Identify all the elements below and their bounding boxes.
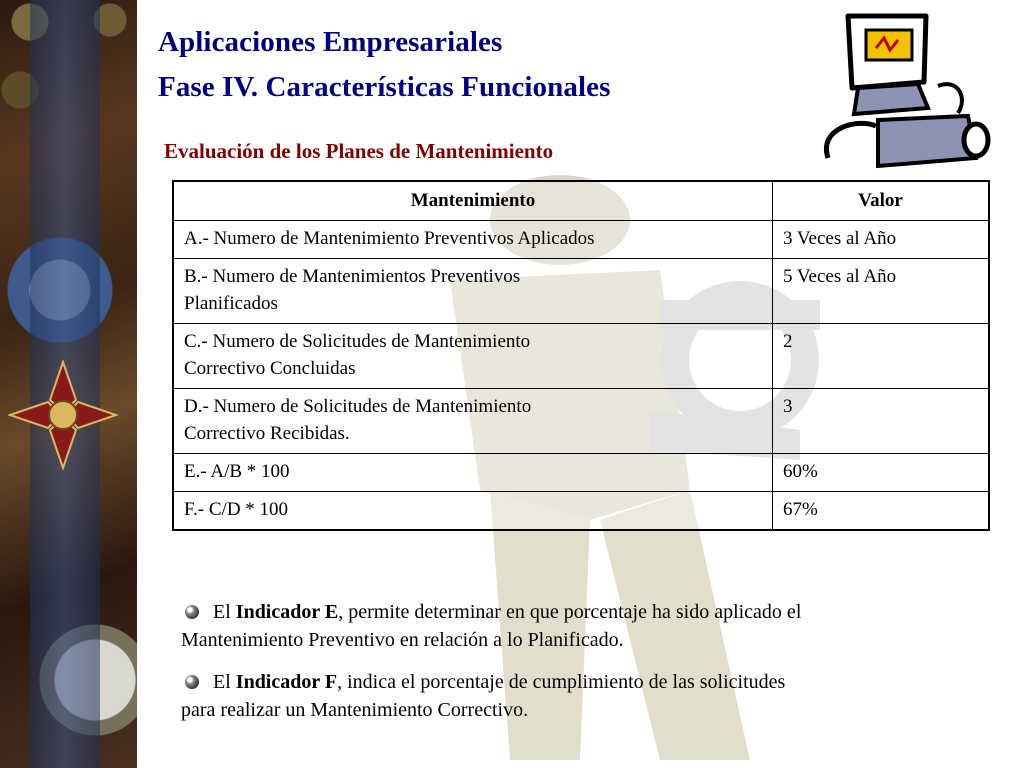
row-value: 3 Veces al Año <box>773 221 990 259</box>
list-item: El Indicador E, permite determinar en que porcentaje ha sido aplicado el Mantenimiento Preventivo en relación a lo Planificado. <box>181 601 802 651</box>
medals-collage-image <box>0 0 137 768</box>
page-title: Aplicaciones Empresariales <box>158 26 503 58</box>
row-value: 60% <box>773 454 990 492</box>
indicator-f-label: Indicador F <box>235 671 338 693</box>
table-row <box>173 221 989 259</box>
table-row <box>173 389 989 454</box>
row-label: D.- Numero de Solicitudes de Mantenimiento Correctivo Recibidas. <box>173 389 773 454</box>
indicator-e-label: Indicador E <box>235 601 339 623</box>
row-value: 3 <box>773 389 990 454</box>
section-heading: Evaluación de los Planes de Mantenimiento <box>164 139 554 163</box>
indicator-notes <box>181 598 981 738</box>
row-label: C.- Numero de Solicitudes de Mantenimiento Correctivo Concluidas <box>173 324 773 389</box>
sphere-bullet-icon <box>185 605 199 619</box>
table-row <box>173 492 989 531</box>
row-label: A.- Numero de Mantenimiento Preventivos Aplicados <box>173 221 773 259</box>
row-value: 2 <box>773 324 990 389</box>
sphere-bullet-icon <box>185 675 199 689</box>
table-row <box>173 454 989 492</box>
maintenance-table <box>172 180 990 531</box>
column-header-valor: Valor <box>773 181 990 221</box>
table-row <box>173 324 989 389</box>
computer-clipart-icon <box>818 8 998 173</box>
page-subtitle-phase: Fase IV. Características Funcionales <box>158 71 611 103</box>
list-item: El Indicador F, indica el porcentaje de cumplimiento de las solicitudes para realizar un Mantenimiento Correctivo. <box>181 671 786 721</box>
table-row <box>173 259 989 324</box>
column-header-mantenimiento: Mantenimiento <box>173 181 773 221</box>
row-label: E.- A/B * 100 <box>173 454 773 492</box>
row-label: B.- Numero de Mantenimientos Preventivos Planificados <box>173 259 773 324</box>
row-value: 5 Veces al Año <box>773 259 990 324</box>
row-label: F.- C/D * 100 <box>173 492 773 531</box>
medal-cross-icon <box>8 360 118 470</box>
row-value: 67% <box>773 492 990 531</box>
table-header-row <box>173 181 989 221</box>
